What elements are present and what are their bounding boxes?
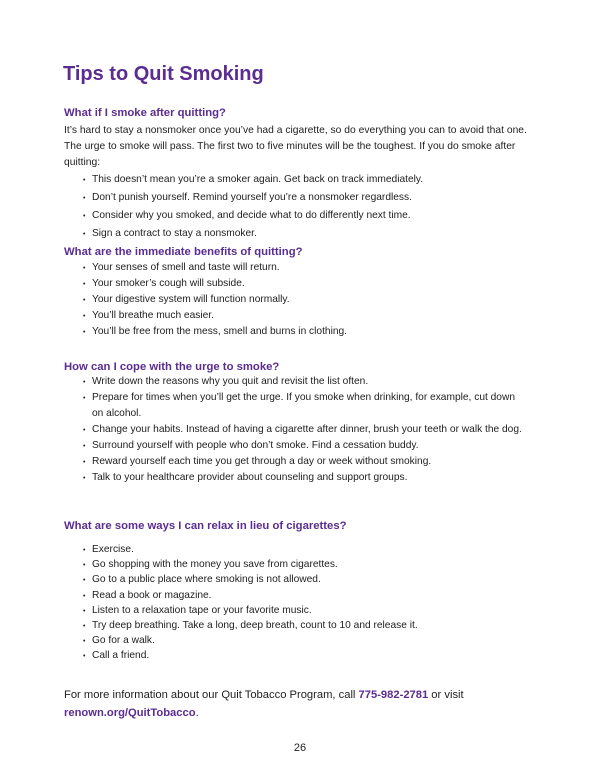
phone-number: 775-982-2781	[358, 689, 429, 701]
bullet-list-smoke-after-quitting	[64, 172, 524, 244]
list-item: • Exercise.	[64, 542, 524, 557]
page-number: 26	[293, 742, 307, 754]
list-item: • You’ll be free from the mess, smell and burns in clothing.	[64, 324, 524, 340]
list-item: • Your smoker’s cough will subside.	[64, 276, 524, 292]
list-item: • Reward yourself each time you get through a day or week without smoking.	[64, 454, 524, 470]
bullet-list-ways-to-relax	[64, 542, 524, 664]
list-item: • Read a book or magazine.	[64, 588, 524, 603]
list-item: • You’ll breathe much easier.	[64, 308, 524, 324]
list-item: • Go shopping with the money you save from cigarettes.	[64, 557, 524, 572]
list-item: • Listen to a relaxation tape or your favorite music.	[64, 603, 524, 618]
section-heading-smoke-after-quitting: What if I smoke after quitting?	[64, 107, 226, 119]
list-item: • Write down the reasons why you quit and revisit the list often.	[64, 374, 524, 390]
list-item: • Talk to your healthcare provider about counseling and support groups.	[64, 470, 524, 486]
website-link[interactable]: renown.org/QuitTobacco	[64, 707, 196, 719]
section-heading-ways-to-relax: What are some ways I can relax in lieu of cigarettes?	[64, 520, 347, 532]
contact-info	[64, 686, 544, 722]
list-item: • Don’t punish yourself. Remind yourself you’re a nonsmoker regardless.	[64, 190, 524, 206]
list-item: • Go for a walk.	[64, 633, 524, 648]
list-item: • Your senses of smell and taste will return.	[64, 260, 524, 276]
page-title: Tips to Quit Smoking	[63, 63, 264, 85]
bullet-list-cope-with-urge	[64, 374, 524, 486]
bullet-list-immediate-benefits	[64, 260, 524, 340]
list-item: • Try deep breathing. Take a long, deep breath, count to 10 and release it.	[64, 618, 524, 633]
contact-text: .	[195, 707, 199, 719]
list-item: • This doesn’t mean you’re a smoker again. Get back on track immediately.	[64, 172, 524, 188]
contact-text: or visit	[428, 689, 464, 701]
section-intro: It’s hard to stay a nonsmoker once you’ve had a cigarette, so do everything you can to avoid that one. The urge to smoke will pass. The first two to five minutes will be the toughest. If you do smoke after quitting:	[64, 125, 527, 168]
section-heading-cope-with-urge: How can I cope with the urge to smoke?	[64, 361, 280, 373]
section-heading-immediate-benefits: What are the immediate benefits of quitting?	[64, 246, 303, 258]
list-item: • Change your habits. Instead of having a cigarette after dinner, brush your teeth or walk the dog.	[64, 422, 524, 438]
list-item: • Consider why you smoked, and decide what to do differently next time.	[64, 208, 524, 224]
list-item: • Call a friend.	[64, 648, 524, 663]
list-item: • Surround yourself with people who don’t smoke. Find a cessation buddy.	[64, 438, 524, 454]
list-item: • Your digestive system will function normally.	[64, 292, 524, 308]
list-item: • Prepare for times when you’ll get the urge. If you smoke when drinking, for example, cut down on alcohol.	[64, 390, 524, 422]
contact-text: For more information about our Quit Tobacco Program, call	[64, 689, 359, 701]
list-item: • Sign a contract to stay a nonsmoker.	[64, 226, 524, 242]
list-item: • Go to a public place where smoking is not allowed.	[64, 572, 524, 587]
